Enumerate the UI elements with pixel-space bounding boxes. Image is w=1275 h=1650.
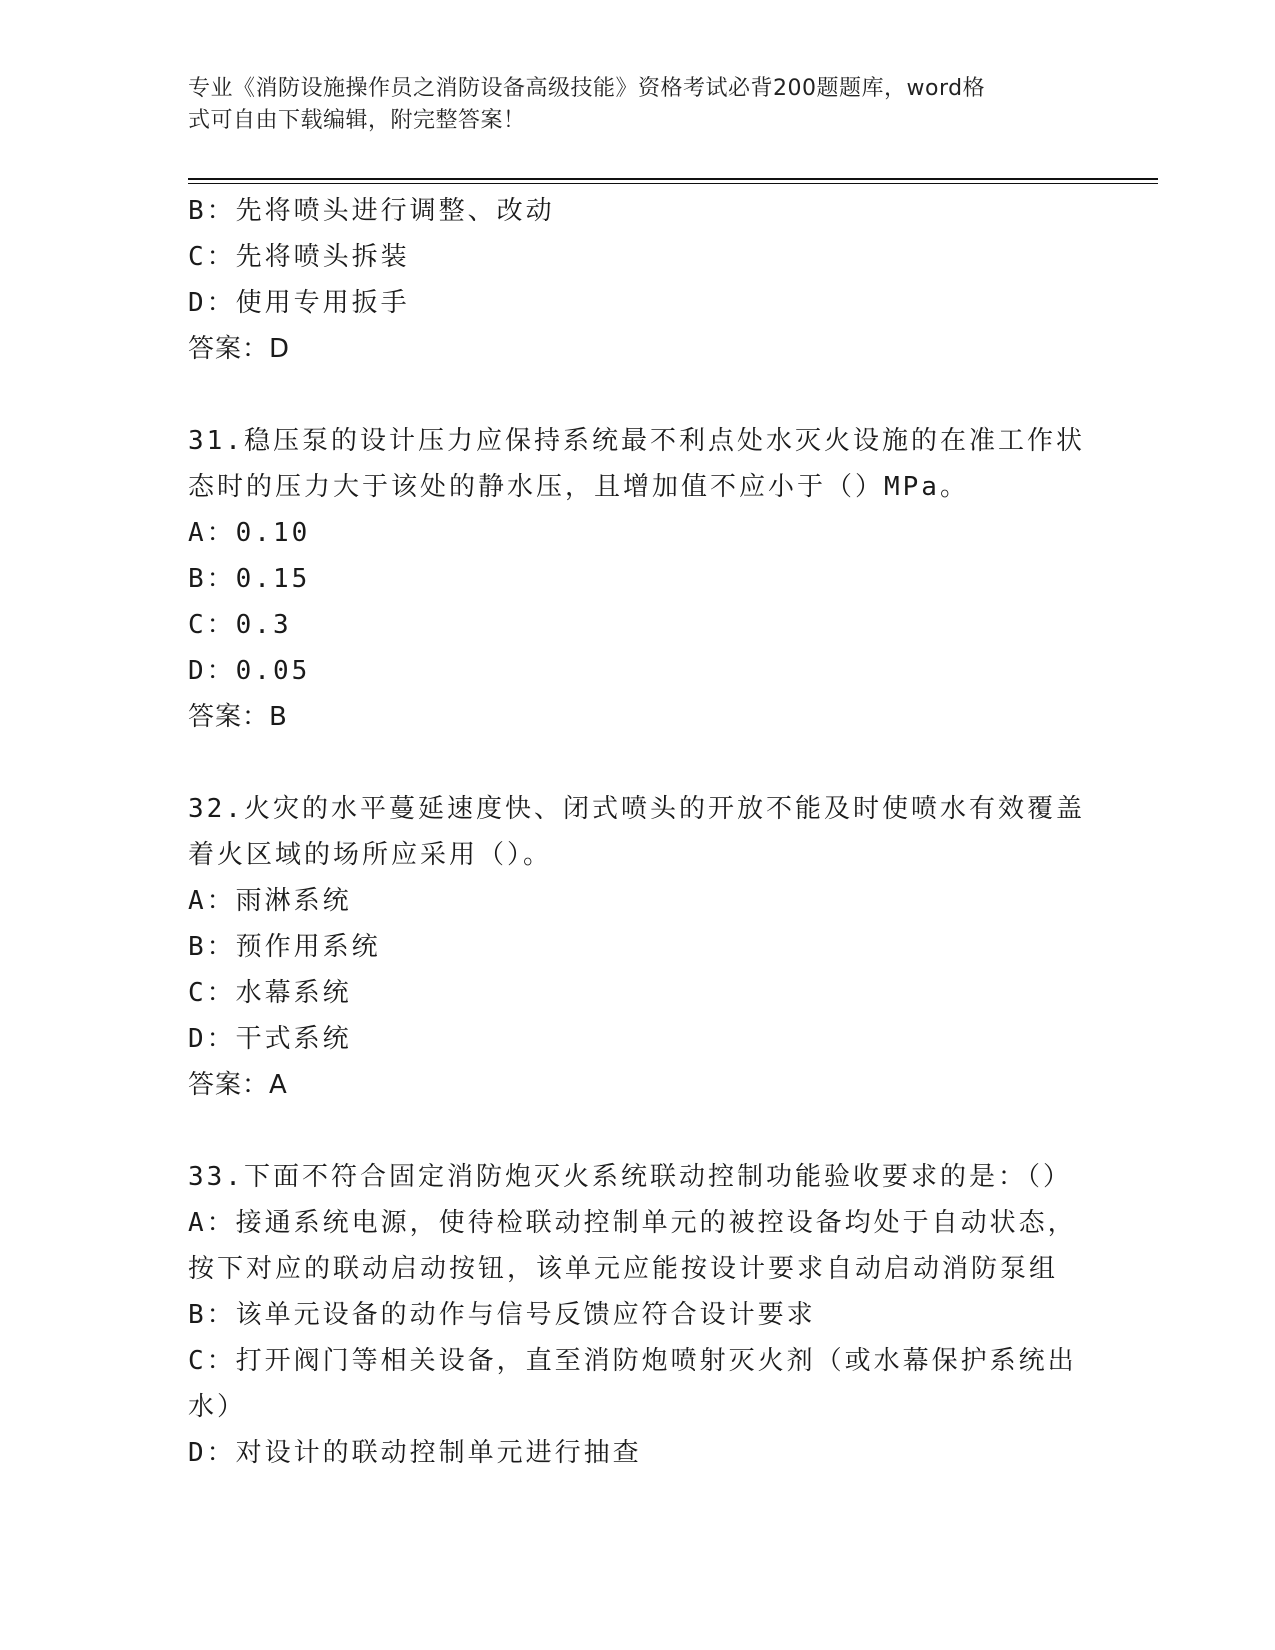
question-stem-continued: 态时的压力大于该处的静水压，且增加值不应小于（）MPa。 xyxy=(188,472,969,502)
option-c: C：先将喷头拆装 xyxy=(188,242,410,272)
option-c: C：0.3 xyxy=(188,610,292,640)
question-31 xyxy=(188,418,1088,740)
option-d: D：0.05 xyxy=(188,656,311,686)
option-c-continued: 水） xyxy=(188,1392,247,1422)
option-b: B：该单元设备的动作与信号反馈应符合设计要求 xyxy=(188,1300,816,1330)
question-33 xyxy=(188,1154,1088,1476)
header-divider-thin xyxy=(188,183,1158,184)
option-b: B：先将喷头进行调整、改动 xyxy=(188,196,555,226)
option-d: D：使用专用扳手 xyxy=(188,288,410,318)
header-line-2: 式可自由下载编辑，附完整答案！ xyxy=(188,108,526,133)
header-line-1: 专业《消防设施操作员之消防设备高级技能》资格考试必背200题题库，word格 xyxy=(188,76,986,101)
question-content xyxy=(188,188,1088,1476)
option-b: B：预作用系统 xyxy=(188,932,381,962)
option-c: C：水幕系统 xyxy=(188,978,352,1008)
question-stem-continued: 着火区域的场所应采用（）。 xyxy=(188,840,553,870)
answer-label: 答案：D xyxy=(188,334,291,364)
option-a: A：0.10 xyxy=(188,518,311,548)
option-c: C：打开阀门等相关设备，直至消防炮喷射灭火剂（或水幕保护系统出 xyxy=(188,1346,1077,1376)
question-30-tail xyxy=(188,188,1088,372)
document-header xyxy=(188,73,1068,137)
spacer xyxy=(188,740,1088,786)
header-divider-thick xyxy=(188,178,1158,180)
option-a-continued: 按下对应的联动启动按钮，该单元应能按设计要求自动启动消防泵组 xyxy=(188,1254,1059,1284)
question-stem: 31.稳压泵的设计压力应保持系统最不利点处水灭火设施的在准工作状 xyxy=(188,426,1085,456)
option-a: A：接通系统电源，使待检联动控制单元的被控设备均处于自动状态， xyxy=(188,1208,1077,1238)
option-d: D：对设计的联动控制单元进行抽查 xyxy=(188,1438,642,1468)
option-b: B：0.15 xyxy=(188,564,311,594)
question-32 xyxy=(188,786,1088,1108)
question-stem: 32.火灾的水平蔓延速度快、闭式喷头的开放不能及时使喷水有效覆盖 xyxy=(188,794,1085,824)
answer-label: 答案：A xyxy=(188,1070,288,1100)
option-d: D：干式系统 xyxy=(188,1024,352,1054)
question-stem: 33.下面不符合固定消防炮灭火系统联动控制功能验收要求的是：（） xyxy=(188,1162,1072,1192)
spacer xyxy=(188,372,1088,418)
option-a: A：雨淋系统 xyxy=(188,886,352,916)
spacer xyxy=(188,1108,1088,1154)
answer-label: 答案：B xyxy=(188,702,288,732)
